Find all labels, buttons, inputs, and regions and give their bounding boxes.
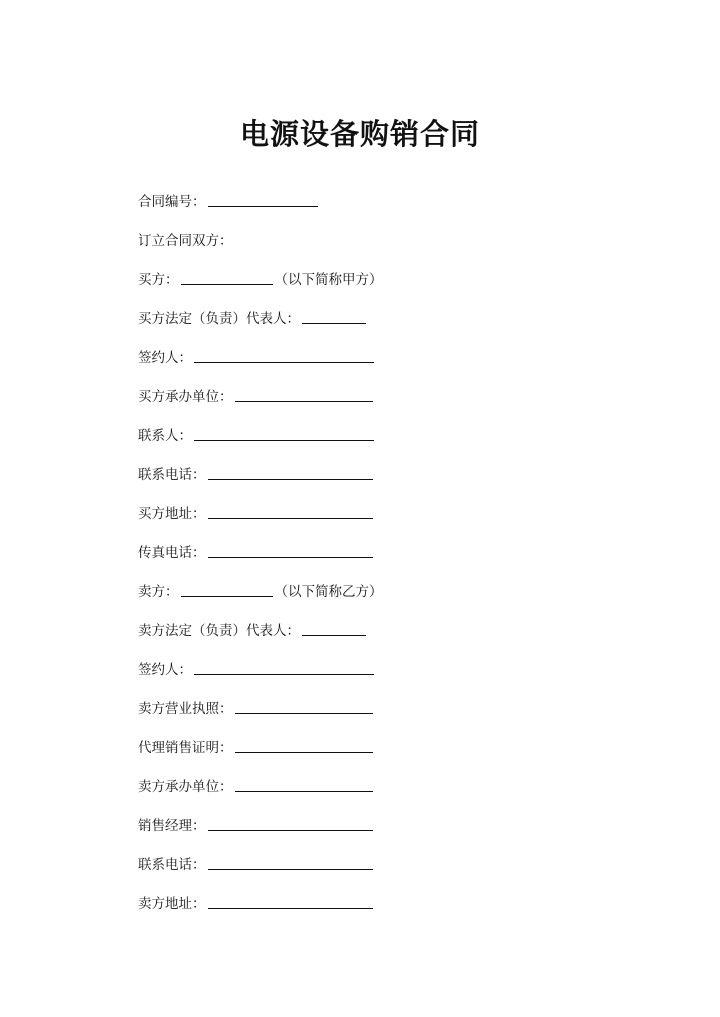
fill-in-blank — [302, 309, 366, 324]
field-suffix: （以下简称甲方） — [274, 271, 383, 288]
field-label: 买方承办单位： — [138, 388, 233, 405]
field-label: 卖方地址： — [138, 895, 206, 912]
fill-in-blank — [208, 855, 373, 870]
field-parties — [138, 219, 598, 258]
field-seller-phone — [138, 843, 598, 882]
field-label: 卖方法定（负责）代表人： — [138, 622, 300, 639]
fill-in-blank — [208, 543, 373, 558]
fill-in-blank — [235, 777, 373, 792]
field-buyer-fax — [138, 531, 598, 570]
fill-in-blank — [302, 621, 366, 636]
field-label: 卖方承办单位： — [138, 778, 233, 795]
field-label: 联系电话： — [138, 466, 206, 483]
field-seller-signatory — [138, 648, 598, 687]
field-contract-number — [138, 180, 598, 219]
field-buyer-contact — [138, 414, 598, 453]
field-seller-license — [138, 687, 598, 726]
field-label: 代理销售证明： — [138, 739, 233, 756]
field-label: 联系人： — [138, 427, 192, 444]
fill-in-blank — [181, 582, 273, 597]
document-title: 电源设备购销合同 — [239, 117, 480, 151]
field-seller-address — [138, 882, 598, 921]
field-seller-representative — [138, 609, 598, 648]
fill-in-blank — [181, 270, 273, 285]
field-label: 签约人： — [138, 661, 192, 678]
fill-in-blank — [208, 504, 373, 519]
field-buyer-signatory — [138, 336, 598, 375]
field-label: 卖方： — [138, 583, 179, 600]
fill-in-blank — [208, 816, 373, 831]
field-sales-manager — [138, 804, 598, 843]
fill-in-blank — [235, 387, 373, 402]
field-buyer-phone — [138, 453, 598, 492]
fill-in-blank — [208, 192, 318, 207]
field-buyer-address — [138, 492, 598, 531]
field-buyer-handling-unit — [138, 375, 598, 414]
fill-in-blank — [208, 894, 373, 909]
field-buyer — [138, 258, 598, 297]
field-label: 销售经理： — [138, 817, 206, 834]
fill-in-blank — [194, 660, 374, 675]
fill-in-blank — [194, 426, 374, 441]
fill-in-blank — [235, 699, 373, 714]
field-label: 订立合同双方： — [138, 232, 233, 249]
field-label: 签约人： — [138, 349, 192, 366]
field-label: 联系电话： — [138, 856, 206, 873]
fill-in-blank — [208, 465, 373, 480]
field-label: 买方地址： — [138, 505, 206, 522]
field-suffix: （以下简称乙方） — [274, 583, 383, 600]
field-label: 买方法定（负责）代表人： — [138, 310, 300, 327]
fill-in-blank — [194, 348, 374, 363]
field-label: 合同编号： — [138, 193, 206, 210]
field-seller — [138, 570, 598, 609]
field-seller-handling-unit — [138, 765, 598, 804]
field-label: 传真电话： — [138, 544, 206, 561]
fill-in-blank — [235, 738, 373, 753]
contract-fields — [138, 180, 598, 921]
field-buyer-representative — [138, 297, 598, 336]
field-label: 卖方营业执照： — [138, 700, 233, 717]
field-agency-certificate — [138, 726, 598, 765]
field-label: 买方： — [138, 271, 179, 288]
